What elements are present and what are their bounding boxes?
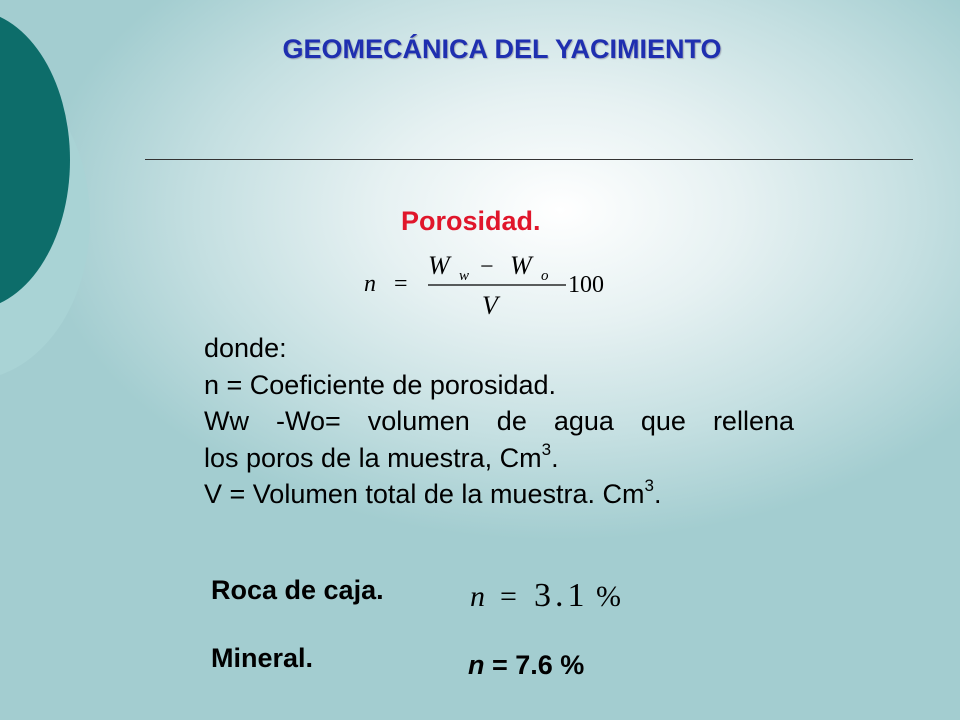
title-divider: [145, 159, 913, 160]
roca-var: n: [470, 580, 485, 613]
section-title: Porosidad.: [401, 206, 541, 236]
formula-numerator-a: W: [428, 251, 450, 280]
mineral-label: Mineral.: [211, 643, 314, 673]
definition-n: n = Coeficiente de porosidad.: [204, 369, 556, 400]
definition-ww-line2-sup: 3: [541, 439, 552, 459]
slide-title: GEOMECÁNICA DEL YACIMIENTO: [282, 34, 722, 64]
roca-unit: %: [596, 580, 621, 613]
mineral-rest: = 7.6 %: [484, 650, 585, 680]
definition-ww-line1: Ww -Wo= volumen de agua que rellena: [204, 406, 794, 436]
roca-value: 3.1: [534, 577, 589, 614]
definitions-intro: donde:: [204, 333, 287, 363]
roca-equals: =: [500, 580, 517, 613]
definition-v-text: V = Volumen total de la muestra. Cm: [204, 479, 645, 509]
formula-numerator-b: W: [510, 251, 532, 280]
definition-v-end: .: [653, 479, 662, 509]
definition-v: [204, 476, 794, 513]
formula-denominator: V: [482, 291, 498, 320]
formula-minus: −: [480, 254, 494, 280]
porosity-formula: [360, 246, 620, 326]
definitions-block: [204, 330, 794, 513]
roca-label: Roca de caja.: [211, 575, 384, 605]
definition-ww-line2: [204, 440, 794, 477]
definition-ww-line2-text: los poros de la muestra, Cm: [204, 442, 542, 473]
definition-ww-line2-end: .: [551, 442, 559, 473]
definition-v-sup: 3: [644, 476, 654, 495]
mineral-value: [468, 650, 584, 681]
formula-numerator-a-sub: w: [459, 268, 470, 284]
formula-numerator-b-sub: o: [541, 268, 549, 284]
formula-lhs: n: [364, 271, 376, 297]
mineral-var: n: [468, 650, 485, 680]
formula-equals: =: [394, 271, 408, 297]
formula-factor: 100: [568, 272, 604, 298]
roca-value-formula: [466, 570, 636, 620]
